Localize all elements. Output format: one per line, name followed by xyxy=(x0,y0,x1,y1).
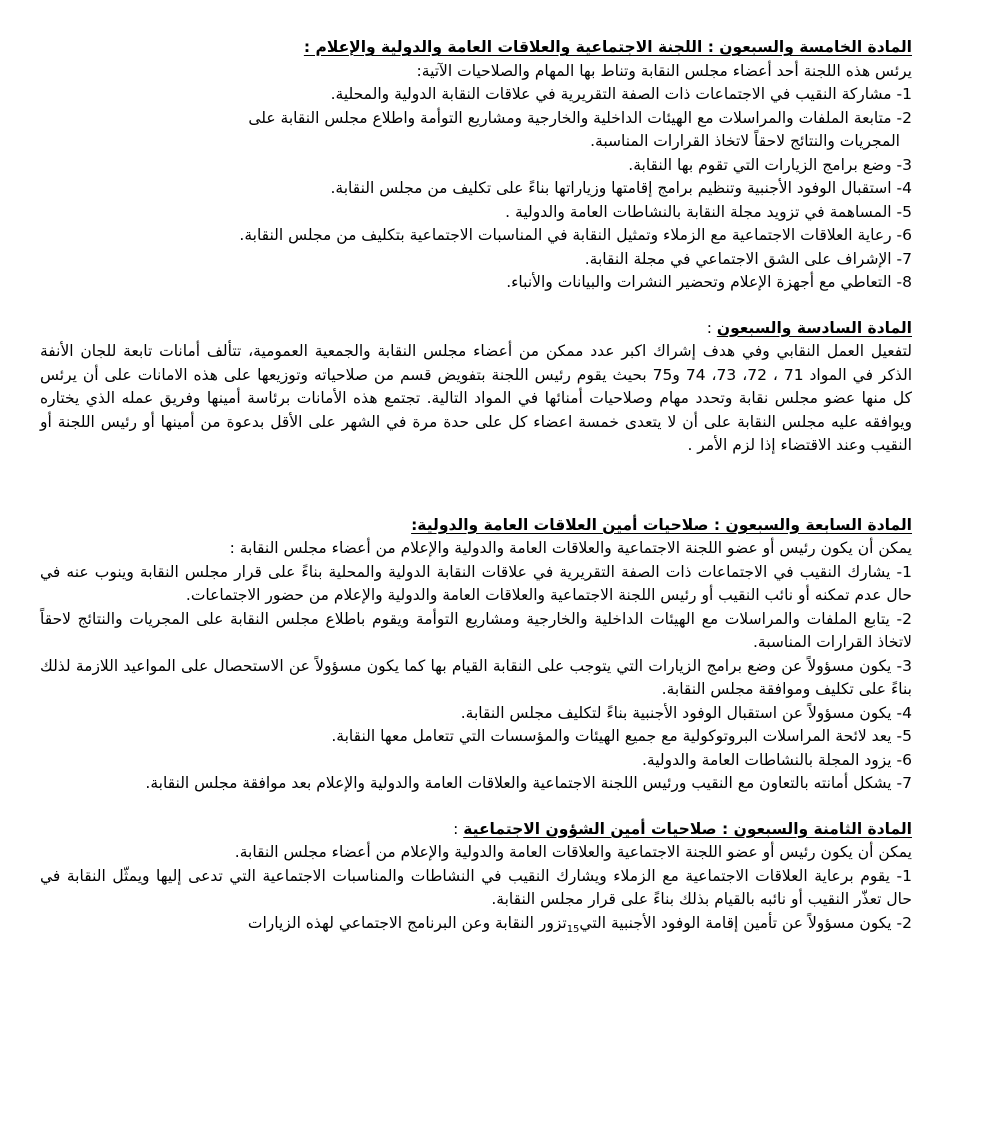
article-75-item-2: 2- متابعة الملفات والمراسلات مع الهيئات الداخلية والخارجية ومشاريع التوأمة واطلاع مجلس النقابة على xyxy=(248,108,912,127)
article-78-heading-line xyxy=(40,818,912,842)
article-78-heading-suffix: : xyxy=(453,819,464,838)
article-75-item-5: 5- المساهمة في تزويد مجلة النقابة بالنشاطات العامة والدولية . xyxy=(505,202,912,221)
article-78 xyxy=(40,818,912,942)
article-77-intro: يمكن أن يكون رئيس أو عضو اللجنة الاجتماعية والعلاقات العامة والدولية والإعلام من أعضاء مجلس النقابة : xyxy=(229,539,912,557)
article-77-item-1: 1- يشارك النقيب في الاجتماعات ذات الصفة التقريرية في علاقات النقابة الدولية والمحلية بناءً على قرار مجلس النقابة وينوب عنه في حال عدم تمكنه أو نائب النقيب أو رئيس اللجنة الاجتماعية والعلاقات العامة والدولية والإعلام من حضور الاجتماعات. xyxy=(40,562,912,604)
article-75-item-8: 8- التعاطي مع أجهزة الإعلام وتحضير النشرات والبيانات والأنباء. xyxy=(506,273,912,291)
article-77-item-7: 7- يشكل أمانته بالتعاون مع النقيب ورئيس اللجنة الاجتماعية والعلاقات العامة والدولية والإعلام بعد موافقة مجلس النقابة. xyxy=(145,774,912,792)
spacer xyxy=(40,295,912,317)
article-75-heading: المادة الخامسة والسبعون : اللجنة الاجتماعية والعلاقات العامة والدولية والإعلام : xyxy=(303,38,912,56)
page-number: 15 xyxy=(566,923,580,935)
spacer xyxy=(40,458,912,514)
article-75 xyxy=(40,36,912,295)
article-76 xyxy=(40,317,912,458)
article-78-item-2-end: تزور النقابة وعن البرنامج الاجتماعي لهذه الزيارات xyxy=(247,913,567,932)
article-78-item-2-start: 2- يكون مسؤولاً عن تأمين إقامة الوفود الأجنبية التي xyxy=(579,913,912,932)
article-78-item-1: 1- يقوم برعاية العلاقات الاجتماعية مع الزملاء ويشارك النقيب في النشاطات والمناسبات الاجتماعية التي تدعى إليها ويمثّل النقابة في حال تعذّر النقيب أو نائبه بالقيام بذلك بناءً على قرار مجلس النقابة. xyxy=(40,866,912,908)
spacer xyxy=(40,796,912,818)
article-77-item-3: 3- يكون مسؤولاً عن وضع برامج الزيارات التي يتوجب على النقابة القيام بها كما يكون مسؤولاً عن الاستحصال على المواعيد اللازمة لذلك بناءً على تكليف وموافقة مجلس النقابة. xyxy=(40,656,912,698)
article-75-item-1: 1- مشاركة النقيب في الاجتماعات ذات الصفة التقريرية في علاقات النقابة الدولية والمحلية. xyxy=(330,85,912,103)
article-75-item-7: 7- الإشراف على الشق الاجتماعي في مجلة النقابة. xyxy=(584,249,912,268)
article-78-heading: المادة الثامنة والسبعون : صلاحيات أمين الشؤون الاجتماعية xyxy=(463,819,912,838)
article-77-item-4: 4- يكون مسؤولاً عن استقبال الوفود الأجنبية بناءً لتكليف مجلس النقابة. xyxy=(460,703,912,722)
article-76-heading: المادة السادسة والسبعون xyxy=(716,318,912,337)
article-76-heading-suffix: : xyxy=(706,318,717,337)
article-78-intro: يمكن أن يكون رئيس أو عضو اللجنة الاجتماعية والعلاقات العامة والدولية والإعلام من أعضاء مجلس النقابة. xyxy=(234,843,912,861)
article-77-heading: المادة السابعة والسبعون : صلاحيات أمين العلاقات العامة والدولية: xyxy=(411,515,912,534)
article-75-item-2-continued: المجريات والنتائج لاحقاً لاتخاذ القرارات المناسبة. xyxy=(590,132,900,150)
article-75-item-6: 6- رعاية العلاقات الاجتماعية مع الزملاء وتمثيل النقابة في المناسبات الاجتماعية بتكليف من مجلس النقابة. xyxy=(239,226,912,244)
article-77-item-6: 6- يزود المجلة بالنشاطات العامة والدولية. xyxy=(641,750,912,769)
article-76-heading-line xyxy=(40,317,912,341)
article-75-item-4: 4- استقبال الوفود الأجنبية وتنظيم برامج إقامتها وزياراتها بناءً على تكليف من مجلس النقابة. xyxy=(330,179,912,197)
article-78-item-2 xyxy=(40,912,912,942)
article-77-item-2: 2- يتابع الملفات والمراسلات مع الهيئات الداخلية والخارجية ومشاريع التوأمة ويقوم باطلاع مجلس النقابة على المجريات والنتائج لاحقاً لاتخاذ القرارات المناسبة. xyxy=(40,609,912,651)
article-77-item-5: 5- يعد لائحة المراسلات البروتوكولية مع جميع الهيئات والمؤسسات التي تتعامل معها النقابة. xyxy=(331,727,912,745)
article-75-item-3: 3- وضع برامج الزيارات التي تقوم بها النقابة. xyxy=(628,155,912,174)
article-75-intro: يرئس هذه اللجنة أحد أعضاء مجلس النقابة وتناط بها المهام والصلاحيات الآتية: xyxy=(416,61,912,80)
article-76-body: لتفعيل العمل النقابي وفي هدف إشراك اكبر عدد ممكن من أعضاء مجلس النقابة والجمعية العمومية، تتألف أمانات تابعة للجان الأنفة الذكر في المواد 71 ، 72، 73، 74 و75 بحيث يقوم رئيس اللجنة بتفويض قسم من صلاحياته وتوزيعها على هذه الامانات على أن يرئس كل منها عضو مجلس نقابة وتحدد مهام وصلاحيات أمنائها في المواد التالية. تجتمع هذه الأمانات برئاسة أمينها وفريق عمله الذي يختاره ويوافقه عليه مجلس النقابة على أن لا يتعدى خمسة اعضاء كل على حدة مرة في الشهر على الأقل بدعوة من أمينها أو رئيس اللجنة أو النقيب وعند الاقتضاء إذا لزم الأمر . xyxy=(40,342,913,454)
article-77 xyxy=(40,514,912,796)
